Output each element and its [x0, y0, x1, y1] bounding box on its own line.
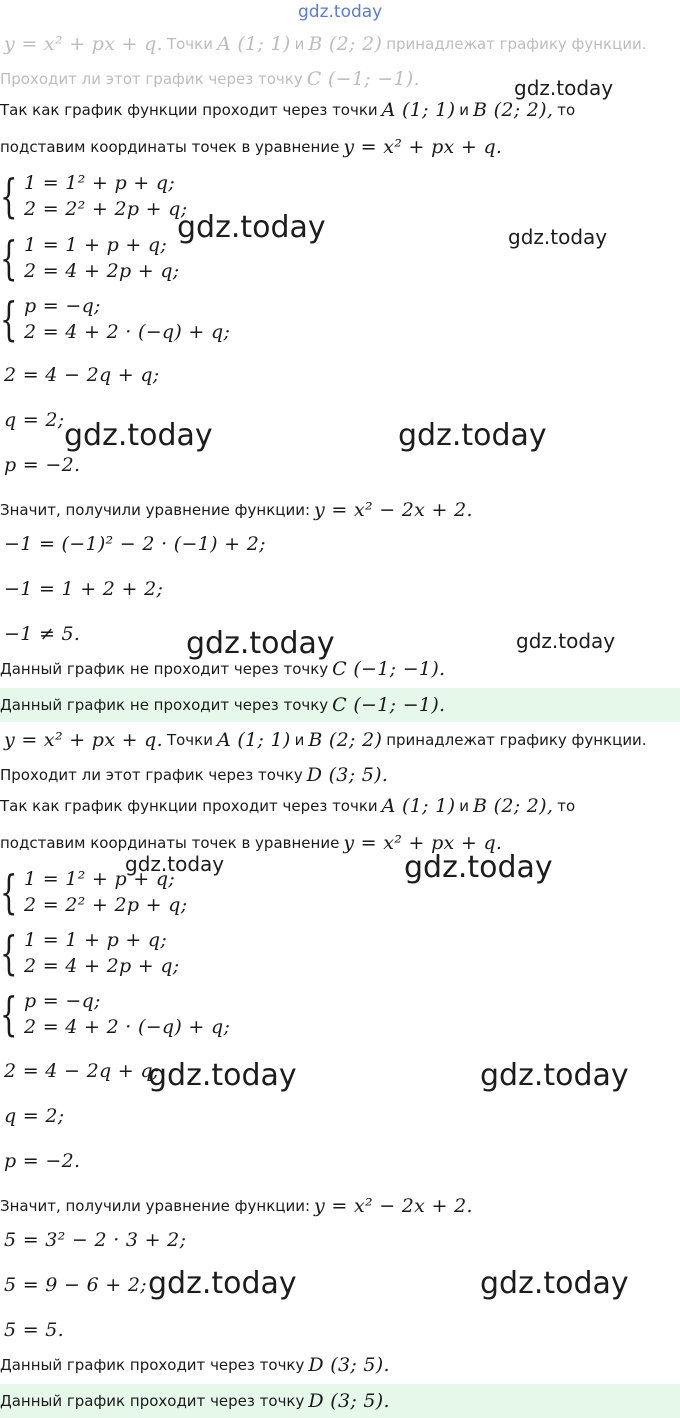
problem-d-line1	[0, 723, 680, 757]
conclusion-c	[0, 652, 680, 686]
formula: y = x² − 2x + 2.	[314, 499, 473, 521]
answer-d	[0, 1384, 680, 1418]
equation: 5 = 9 − 6 + 2;	[4, 1274, 147, 1296]
brace: {	[0, 231, 18, 285]
point-target: D (3; 5).	[306, 764, 389, 786]
watermark: gdz.today	[298, 2, 383, 22]
equation: 2 = 4 − 2q + q;	[4, 1060, 160, 1082]
substitute-d	[0, 826, 680, 860]
check-c-3	[0, 617, 680, 651]
text-tail: принадлежат графику функции.	[386, 731, 647, 749]
equation: p = −q;	[24, 990, 101, 1012]
equation: 1 = 1 + p + q;	[24, 234, 168, 256]
point-a: A (1; 1)	[216, 33, 291, 55]
text: подставим координаты точек в уравнение	[0, 834, 340, 852]
point: D (3; 5).	[308, 1354, 390, 1376]
and-word: и	[459, 101, 470, 119]
step-c-3	[0, 448, 680, 482]
formula: y = x² − 2x + 2.	[314, 1195, 473, 1217]
check-d-3	[0, 1313, 680, 1347]
formula: y = x² + px + q.	[343, 832, 503, 854]
watermark: gdz.today	[480, 1266, 629, 1301]
text: Точки	[166, 35, 213, 53]
text-tail: принадлежат графику функции.	[386, 35, 647, 53]
step-c-2	[0, 403, 680, 437]
watermark: gdz.today	[64, 418, 213, 453]
conclusion-d	[0, 1348, 680, 1382]
and-word: и	[294, 731, 305, 749]
result-c	[0, 493, 680, 527]
equation: 1 = 1² + p + q;	[24, 868, 176, 890]
check-c-2	[0, 572, 680, 606]
equation: −1 = 1 + 2 + 2;	[4, 578, 164, 600]
point-a: A (1; 1)	[381, 99, 456, 121]
watermark: gdz.today	[398, 418, 547, 453]
step-d-3	[0, 1144, 680, 1178]
point-b: B (2; 2)	[308, 729, 383, 751]
point: C (−1; −1).	[332, 658, 446, 680]
point-b: B (2; 2),	[473, 795, 554, 817]
equation: p = −q;	[24, 295, 101, 317]
text: Проходит ли этот график через точку	[0, 70, 303, 88]
equation: q = 2;	[4, 409, 65, 431]
point-target: C (−1; −1).	[306, 68, 420, 90]
equation: p = −2.	[4, 454, 81, 476]
equation: 2 = 4 − 2q + q;	[4, 364, 160, 386]
point-a: A (1; 1)	[216, 729, 291, 751]
equation: 5 = 5.	[4, 1319, 65, 1341]
text: Так как график функции проходит через точки	[0, 101, 378, 119]
brace: {	[0, 987, 18, 1041]
equation: 2 = 4 + 2p + q;	[24, 260, 180, 282]
system-c-2	[0, 232, 184, 284]
substitute-c	[0, 130, 680, 164]
formula: y = x² + px + q.	[4, 729, 163, 751]
step-d-2	[0, 1099, 680, 1133]
watermark: gdz.today	[508, 225, 608, 249]
text-tail: то	[557, 797, 576, 815]
watermark: gdz.today	[148, 1058, 297, 1093]
equation: 2 = 4 + 2 · (−q) + q;	[24, 321, 231, 343]
equation: q = 2;	[4, 1105, 65, 1127]
point-a: A (1; 1)	[381, 795, 456, 817]
and-word: и	[294, 35, 305, 53]
point: D (3; 5).	[308, 1390, 390, 1412]
problem-c-line1	[0, 27, 680, 61]
watermark: gdz.today	[125, 852, 225, 876]
brace: {	[0, 292, 18, 346]
system-d-3	[0, 988, 234, 1040]
since-c	[0, 93, 680, 127]
check-c-1	[0, 527, 680, 561]
text: Значит, получили уравнение функции:	[0, 501, 311, 519]
system-c-1	[0, 170, 191, 222]
watermark: gdz.today	[514, 76, 614, 100]
text: Данный график проходит через точку	[0, 1356, 305, 1374]
brace: {	[0, 865, 18, 919]
formula: y = x² + px + q.	[4, 33, 163, 55]
equation: 1 = 1² + p + q;	[24, 172, 176, 194]
formula: y = x² + px + q.	[343, 136, 503, 158]
watermark: gdz.today	[148, 1266, 297, 1301]
text: Так как график функции проходит через точки	[0, 797, 378, 815]
text: подставим координаты точек в уравнение	[0, 138, 340, 156]
step-c-1	[0, 358, 680, 392]
text-tail: то	[557, 101, 576, 119]
point-b: B (2; 2),	[473, 99, 554, 121]
text: Точки	[166, 731, 213, 749]
equation: −1 ≠ 5.	[4, 623, 81, 645]
problem-c-line2	[0, 62, 680, 96]
and-word: и	[459, 797, 470, 815]
equation: 5 = 3² − 2 · 3 + 2;	[4, 1229, 187, 1251]
text: Данный график не проходит через точку	[0, 696, 329, 714]
text: Данный график проходит через точку	[0, 1392, 305, 1410]
watermark: gdz.today	[186, 626, 335, 661]
brace: {	[0, 926, 18, 980]
equation: 2 = 2² + 2p + q;	[24, 894, 188, 916]
problem-d-line2	[0, 758, 680, 792]
point-b: B (2; 2)	[308, 33, 383, 55]
equation: 2 = 2² + 2p + q;	[24, 198, 188, 220]
brace: {	[0, 169, 18, 223]
watermark: gdz.today	[177, 210, 326, 245]
text: Данный график не проходит через точку	[0, 660, 329, 678]
since-d	[0, 789, 680, 823]
text: Значит, получили уравнение функции:	[0, 1197, 311, 1215]
equation: −1 = (−1)² − 2 · (−1) + 2;	[4, 533, 266, 555]
system-c-3	[0, 293, 234, 345]
point: C (−1; −1).	[332, 694, 446, 716]
answer-c	[0, 688, 680, 722]
text: Проходит ли этот график через точку	[0, 766, 303, 784]
system-d-1	[0, 866, 191, 918]
result-d	[0, 1189, 680, 1223]
equation: 1 = 1 + p + q;	[24, 929, 168, 951]
watermark: gdz.today	[480, 1058, 629, 1093]
equation: 2 = 4 + 2 · (−q) + q;	[24, 1016, 231, 1038]
check-d-2	[0, 1268, 680, 1302]
watermark: gdz.today	[404, 850, 553, 885]
step-d-1	[0, 1054, 680, 1088]
equation: 2 = 4 + 2p + q;	[24, 955, 180, 977]
watermark: gdz.today	[516, 629, 616, 653]
equation: p = −2.	[4, 1150, 81, 1172]
system-d-2	[0, 927, 184, 979]
check-d-1	[0, 1223, 680, 1257]
